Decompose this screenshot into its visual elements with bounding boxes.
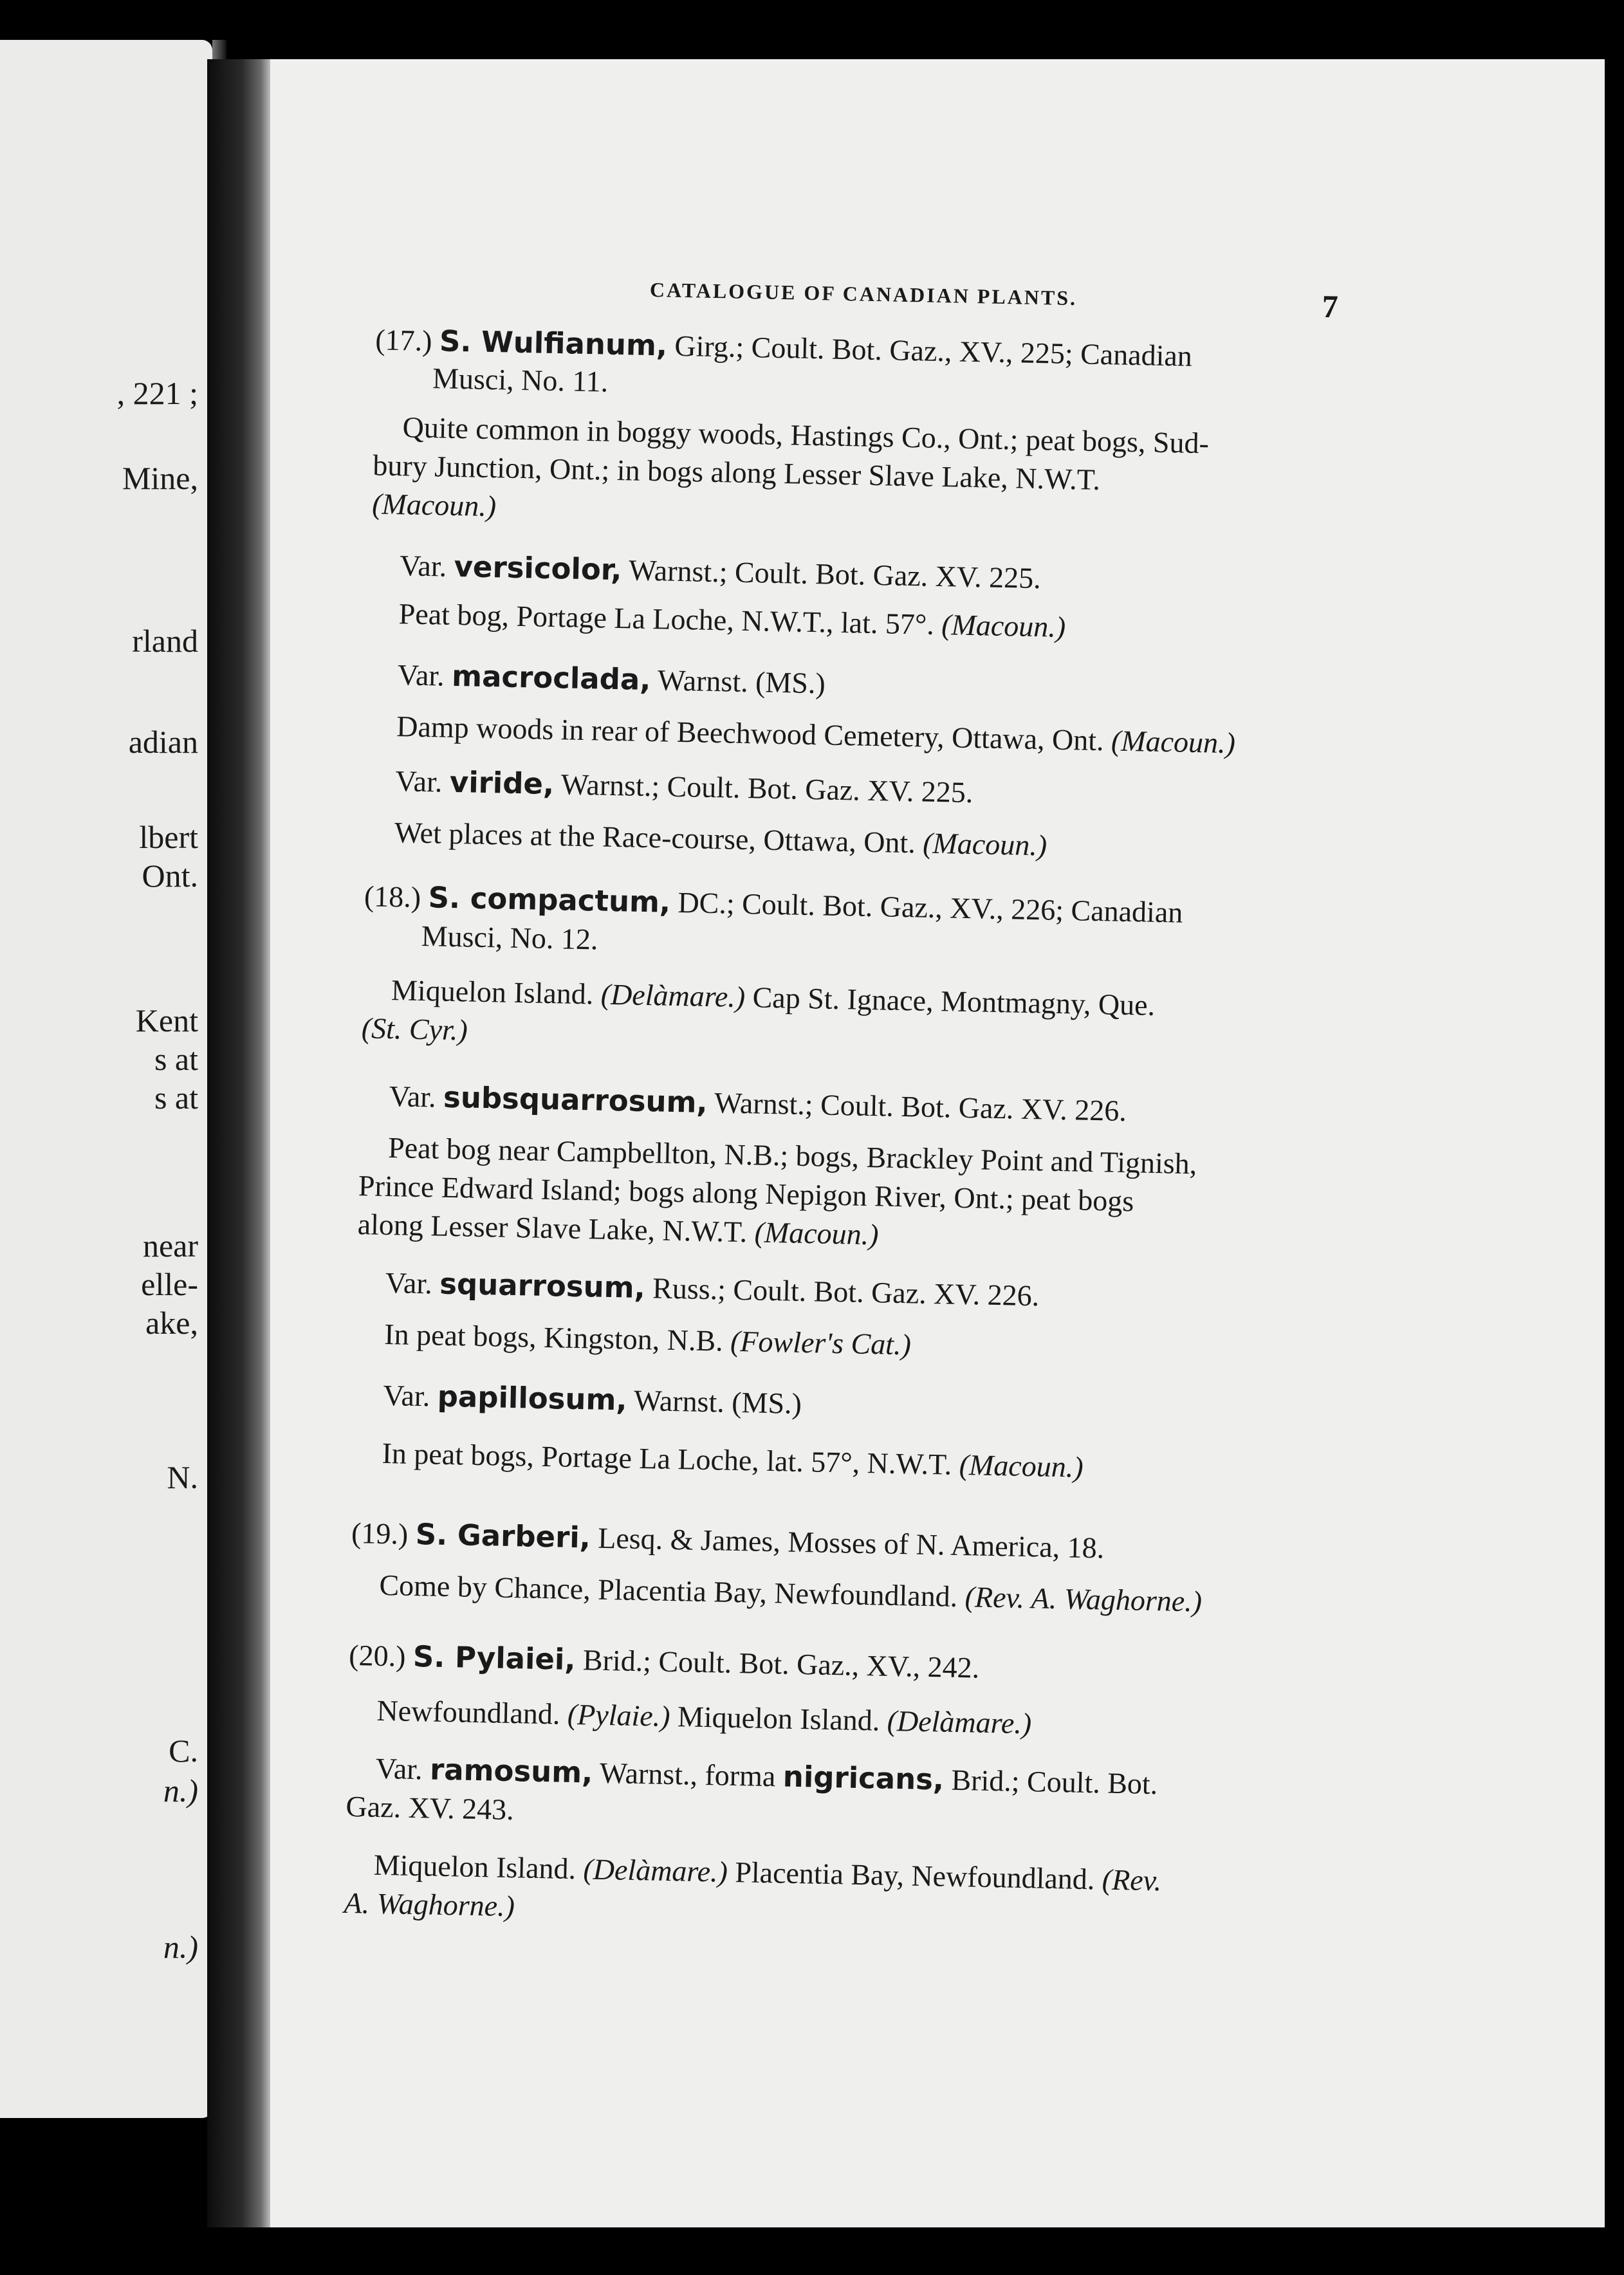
left-fragment: Kent [135,1002,198,1038]
entry-heading [351,1518,1105,1563]
locality [394,818,1047,860]
variety-name: papillosum, [437,1379,628,1417]
locality [382,1436,1084,1484]
citation: Warnst.; Coult. Bot. Gaz. XV. 226. [707,1085,1127,1128]
locality [396,712,1235,758]
left-fragment: N. [167,1459,198,1495]
locality-text: Placentia Bay, Newfoundland. [727,1855,1103,1896]
variety-prefix: Var. [399,549,447,583]
variety-prefix: Var. [395,764,443,798]
variety-heading [397,660,826,698]
locality: Quite common in boggy woods, Hastings Co., Ont.; peat bogs, Sud- [402,410,1210,460]
citation: Girg.; Coult. Bot. Gaz., XV., 225; Canadian [667,329,1193,373]
locality: Peat bog near Campbellton, N.B.; bogs, Brackley Point and Tignish, [387,1131,1197,1181]
collector: (Pylaie.) [567,1697,671,1733]
variety-prefix: Var. [385,1266,433,1300]
left-fragment: Ont. [142,858,198,894]
variety-heading [382,1378,802,1421]
species-name: S. Wulfianum, [439,324,668,363]
left-fragment: s at [154,1080,198,1116]
variety-prefix: Var. [397,658,445,692]
citation: Warnst.; Coult. Bot. Gaz. XV. 225. [621,553,1042,595]
page-number: 7 [1322,288,1339,325]
locality-text: Miquelon Island. [373,1848,584,1886]
locality [357,1210,879,1249]
collector: (Delàmare.) [600,977,746,1014]
locality-text: Peat bog, Portage La Loche, N.W.T., lat. 57°. [398,597,942,641]
variety-heading [389,1082,1127,1126]
collector: (St. Cyr.) [361,1011,468,1047]
collector: (Macoun.) [1111,724,1236,760]
locality: bury Junction, Ont.; in bogs along Lesser Slave Lake, N.W.T. [372,448,1101,497]
locality: Prince Edward Island; bogs along Nepigon River, Ont.; peat bogs [358,1169,1134,1218]
collector: (Macoun.) [959,1448,1084,1484]
collector: (Macoun.) [371,487,497,523]
locality-text: Cap St. Ignace, Montmagny, Que. [744,981,1156,1022]
citation: Warnst. (MS.) [650,663,826,700]
citation: Warnst., forma [592,1756,784,1793]
locality-text: In peat bogs, Portage La Loche, lat. 57°, N.W.T. [382,1436,960,1481]
collector: (Rev. A. Waghorne.) [964,1580,1203,1618]
left-fragment: C. [169,1733,198,1769]
citation: DC.; Coult. Bot. Gaz., XV., 226; Canadian [670,885,1183,929]
citation-continued: Musci, No. 12. [421,919,598,956]
variety-name: viride, [449,764,555,802]
locality-text: Damp woods in rear of Beechwood Cemetery, Ottawa, Ont. [396,710,1112,757]
left-fragment: ake, [145,1305,198,1341]
citation: Russ.; Coult. Bot. Gaz. XV. 226. [645,1271,1040,1312]
collector: (Delàmare.) [887,1704,1032,1740]
left-fragment: elle- [141,1266,198,1302]
left-fragment: lbert [139,819,198,855]
citation: Lesq. & James, Mosses of N. America, 18. [590,1521,1105,1565]
variety-name: squarrosum, [439,1266,646,1305]
species-name: S. Garberi, [415,1517,591,1555]
citation: Warnst.; Coult. Bot. Gaz. XV. 225. [553,768,973,809]
variety-heading [385,1268,1039,1311]
entry-number: (18.) [364,880,421,914]
locality [383,1317,912,1361]
collector: (Macoun.) [941,608,1066,643]
variety-name: macroclada, [451,658,651,697]
left-fragment: n.) [163,1773,198,1809]
variety-prefix: Var. [375,1751,423,1786]
left-fragment: rland [132,623,198,659]
left-fragment: near [142,1228,198,1264]
locality-text: In peat bogs, Kingston, N.B. [383,1317,731,1358]
collector: (Delàmare.) [583,1852,728,1888]
species-name: S. compactum, [428,880,671,919]
variety-name: subsquarrosum, [443,1080,708,1119]
locality [376,1693,1032,1740]
entry-number: (17.) [374,323,433,358]
collector: A. Waghorne.) [344,1886,515,1923]
locality [379,1570,1202,1617]
locality [391,975,1156,1020]
collector: (Macoun.) [754,1215,879,1251]
running-header: CATALOGUE OF CANADIAN PLANTS. [649,277,1078,310]
variety-heading [395,766,973,807]
left-fragment: adian [128,724,198,760]
citation-continued: Musci, No. 11. [432,362,609,398]
locality-text: Wet places at the Race-course, Ottawa, Ont. [394,816,923,860]
left-fragment: Mine, [122,460,198,496]
entry-number: (20.) [348,1638,406,1673]
entry-heading [348,1638,980,1684]
locality-text: Miquelon Island. [391,973,602,1011]
locality-text: Come by Chance, Placentia Bay, Newfoundland. [379,1568,966,1614]
citation-continued: Gaz. XV. 243. [346,1789,515,1827]
variety-name: ramosum, [429,1752,593,1790]
variety-name: versicolor, [454,549,622,587]
left-fragment: , 221 ; [116,375,198,411]
left-fragment: s at [154,1041,198,1077]
citation: Brid.; Coult. Bot. [943,1763,1158,1801]
locality-text: along Lesser Slave Lake, N.W.T. [357,1208,755,1249]
variety-prefix: Var. [389,1080,437,1114]
left-fragment: n.) [163,1929,198,1965]
citation: Warnst. (MS.) [626,1383,802,1421]
citation: Brid.; Coult. Bot. Gaz., XV., 242. [575,1643,980,1684]
locality-text: Miquelon Island. [670,1700,888,1737]
variety-prefix: Var. [382,1378,430,1413]
collector: (Fowler's Cat.) [730,1324,912,1361]
collector: (Rev. [1102,1863,1162,1897]
locality-text: Newfoundland. [376,1693,568,1731]
collector: (Macoun.) [922,826,1047,862]
locality [398,599,1066,642]
forma-name: nigricans, [782,1759,945,1797]
variety-heading [400,551,1041,593]
species-name: S. Pylaiei, [412,1639,577,1677]
entry-number: (19.) [351,1516,409,1551]
